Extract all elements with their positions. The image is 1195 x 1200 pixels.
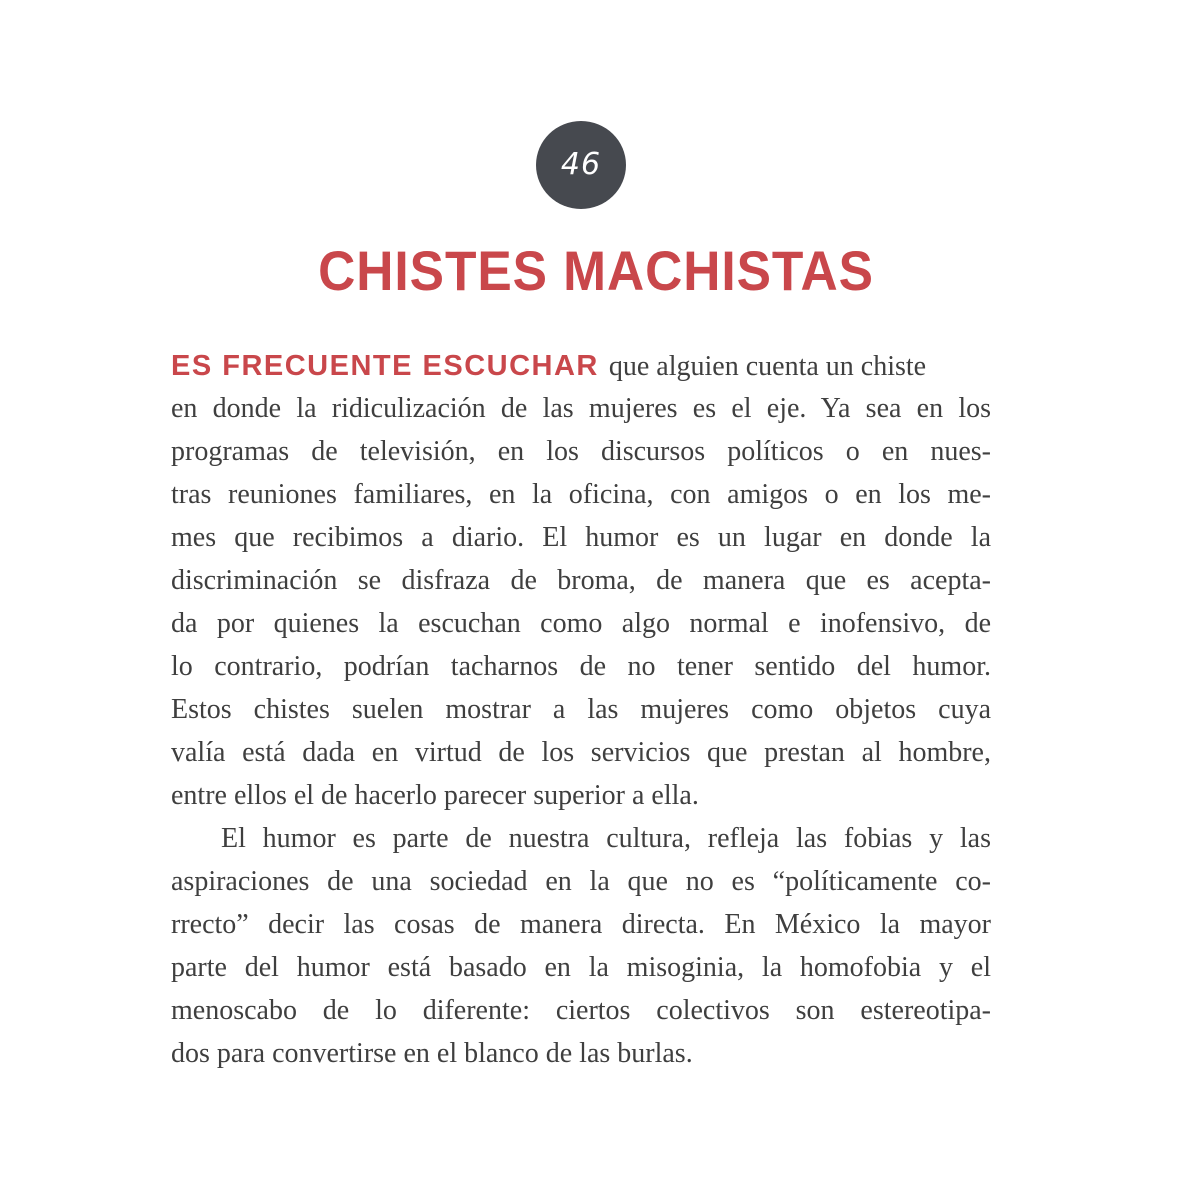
body-line-13: aspiraciones de una sociedad en la que no es “políticamente co- [171, 866, 991, 897]
body-line-1-text: que alguien cuenta un chiste [608, 351, 927, 382]
body-line-10: valía está dada en virtud de los servicios que prestan al hombre, [171, 737, 991, 768]
body-line-1 [171, 350, 926, 383]
body-line-8: lo contrario, podrían tacharnos de no tener sentido del humor. [171, 651, 991, 682]
body-line-4: tras reuniones familiares, en la oficina, con amigos o en los me- [171, 479, 991, 510]
chapter-title: CHISTES MACHISTAS [318, 239, 874, 302]
body-line-15: parte del humor está basado en la misoginia, la homofobia y el [171, 952, 991, 983]
chapter-number: 46 [560, 146, 602, 182]
body-line-2: en donde la ridiculización de las mujeres es el eje. Ya sea en los [171, 393, 991, 424]
body-line-12: El humor es parte de nuestra cultura, refleja las fobias y las [221, 823, 991, 854]
lead-in-heading: ES FRECUENTE ESCUCHAR [171, 350, 599, 382]
body-line-5: mes que recibimos a diario. El humor es un lugar en donde la [171, 522, 991, 553]
body-line-14: rrecto” decir las cosas de manera directa. En México la mayor [171, 909, 991, 940]
body-line-11: entre ellos el de hacerlo parecer superior a ella. [171, 780, 699, 811]
body-line-7: da por quienes la escuchan como algo normal e inofensivo, de [171, 608, 991, 639]
body-line-3: programas de televisión, en los discursos políticos o en nues- [171, 436, 991, 467]
body-line-6: discriminación se disfraza de broma, de manera que es acepta- [171, 565, 991, 596]
body-line-16: menoscabo de lo diferente: ciertos colectivos son estereotipa- [171, 995, 991, 1026]
body-line-17: dos para convertirse en el blanco de las burlas. [171, 1038, 693, 1069]
body-line-9: Estos chistes suelen mostrar a las mujeres como objetos cuya [171, 694, 991, 725]
chapter-number-badge [536, 121, 626, 209]
